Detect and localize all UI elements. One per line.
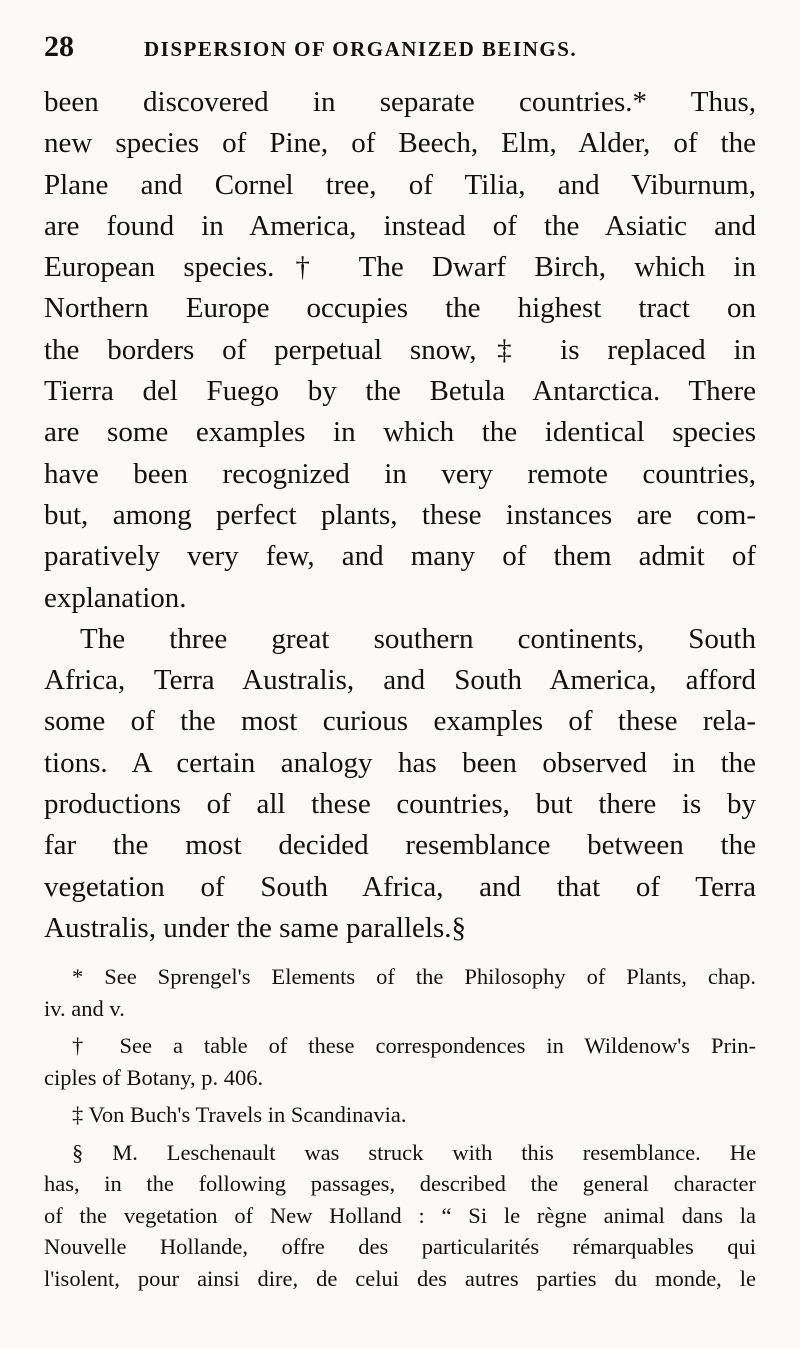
footnote-line: iv. and v. [44,995,125,1021]
footnote-line: ‡ Von Buch's Travels in Scandinavia. [72,1102,407,1128]
body-line: some of the most curious examples of these rela- [44,705,756,738]
body-line: been discovered in separate countries.* Thus, [44,86,756,118]
body-line: Africa, Terra Australis, and South America, afford [44,664,756,697]
body-line: European species.† The Dwarf Birch, which in [44,251,756,284]
footnote-line: Nouvelle Hollande, offre des particularités rémarquables qui [44,1234,756,1260]
body-line: Australis, under the same parallels.§ [44,911,466,944]
footnote-line: l'isolent, pour ainsi dire, de celui des autres parties du monde, le [44,1265,756,1291]
footnote-line: ciples of Botany, p. 406. [44,1064,264,1090]
footnote-line: § M. Leschenault was struck with this resemblance. He [72,1139,756,1165]
body-line: are some examples in which the identical species [44,416,756,449]
footnote-line: * See Sprengel's Elements of the Philosophy of Plants, chap. [72,964,756,990]
body-line: Plane and Cornel tree, of Tilia, and Viburnum, [44,168,756,201]
footnote-line: † See a table of these correspondences in Wildenow's Prin- [72,1033,756,1059]
body-line: Northern Europe occupies the highest tract on [44,292,756,325]
body-line: have been recognized in very remote countries, [44,457,756,490]
body-line: tions. A certain analogy has been observed in the [44,746,756,779]
body-line: Tierra del Fuego by the Betula Antarctica. There [44,375,756,408]
body-line: paratively very few, and many of them admit of [44,540,756,573]
footnote-line: has, in the following passages, described the general character [44,1171,756,1197]
body-line: vegetation of South Africa, and that of Terra [44,870,756,903]
body-line: but, among perfect plants, these instances are com- [44,498,756,531]
running-head: DISPERSION OF ORGANIZED BEINGS. [144,37,578,61]
book-page [44,30,756,1294]
body-line: new species of Pine, of Beech, Elm, Alder, of the [44,127,756,160]
body-line: far the most decided resemblance between the [44,829,756,862]
body-line: productions of all these countries, but there is by [44,788,756,821]
page-number: 28 [44,30,74,63]
body-line: are found in America, instead of the Asiatic and [44,209,756,242]
body-line: the borders of perpetual snow,‡ is replaced in [44,333,756,366]
footnotes [44,961,756,1294]
body-line: explanation. [44,581,187,614]
body-line: The three great southern continents, South [80,622,756,655]
body-text [44,82,756,949]
footnote-line: of the vegetation of New Holland : “ Si le règne animal dans la [44,1202,756,1228]
page-header [44,30,756,82]
